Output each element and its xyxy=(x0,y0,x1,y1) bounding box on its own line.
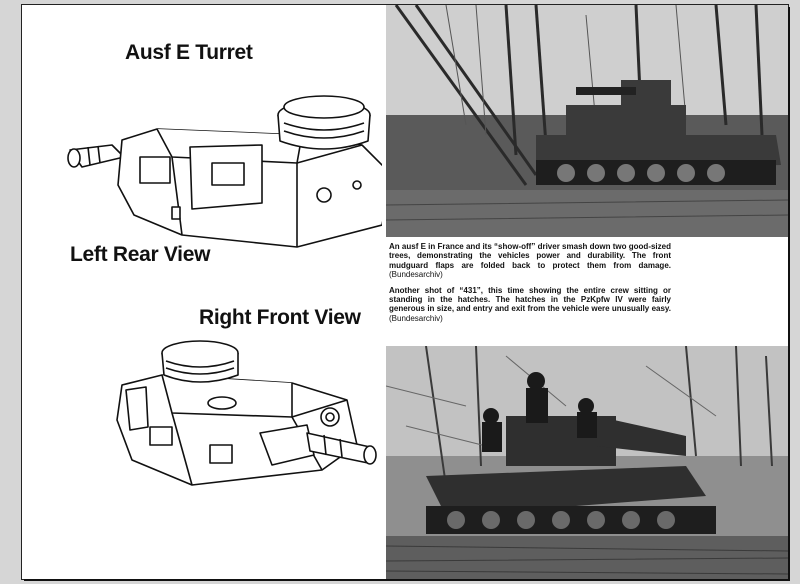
caption-item xyxy=(389,242,671,280)
turret-heading: Ausf E Turret xyxy=(125,41,253,64)
turret-rear-drawing xyxy=(62,85,382,255)
tank-trees-photo xyxy=(386,5,788,237)
left-column xyxy=(22,5,387,579)
caption-text: Another shot of “431”, this time showing the entire crew sitting or standing in the hatches. The hatches in the PzKpfw IV were fairly generous in size, and entry and exit from the vehicle were unusually easy. xyxy=(389,285,671,314)
rear-view-heading: Left Rear View xyxy=(70,243,211,266)
captions-block xyxy=(389,242,671,329)
tank-crew-photo xyxy=(386,346,788,579)
front-view-heading: Right Front View xyxy=(199,306,361,329)
caption-item xyxy=(389,286,671,324)
caption-credit: (Bundesarchiv) xyxy=(389,270,443,280)
turret-front-drawing xyxy=(92,335,382,505)
document-page xyxy=(22,5,788,579)
caption-credit: (Bundesarchiv) xyxy=(389,313,443,323)
caption-text: An ausf E in France and its “show-off” driver smash down two good-sized trees, demonstrating the vehicles power and durability. The front mudguard flaps are folded back to protect them from damage. xyxy=(389,242,671,270)
